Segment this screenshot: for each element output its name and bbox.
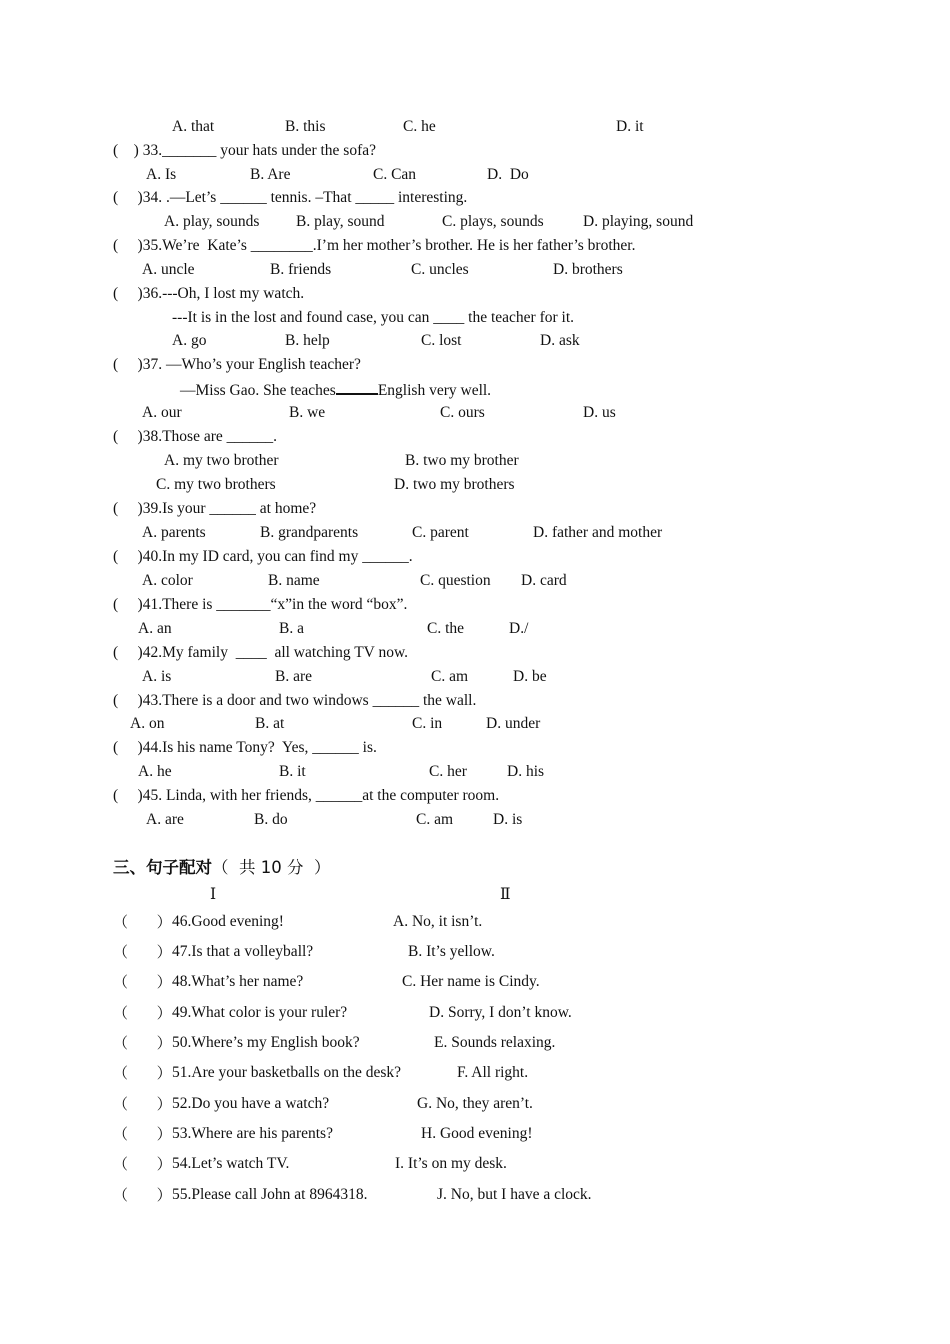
match-answer-b: B. It’s yellow. xyxy=(408,943,495,960)
q41-option-d: D./ xyxy=(509,620,529,637)
q45-option-a: A. are xyxy=(146,811,184,828)
q45-option-d: D. is xyxy=(493,811,523,828)
q42-option-d: D. be xyxy=(513,668,547,685)
q35-option-b: B. friends xyxy=(270,261,332,278)
answer-paren: （ ） xyxy=(113,1155,172,1173)
question-36: ( )36.---Oh, I lost my watch. xyxy=(113,285,305,302)
q43-option-a: A. on xyxy=(130,715,165,732)
q44-option-c: C. her xyxy=(429,763,467,780)
answer-blank xyxy=(336,379,378,395)
q36-option-b: B. help xyxy=(285,332,330,349)
section-3-heading xyxy=(113,857,330,879)
q43-option-d: D. under xyxy=(486,715,541,732)
question-40: ( )40.In my ID card, you can find my ______. xyxy=(113,548,413,565)
question-42: ( )42.My family ____ all watching TV now. xyxy=(113,644,409,661)
q33-option-b: B. Are xyxy=(250,166,291,183)
match-answer-g: G. No, they aren’t. xyxy=(417,1095,533,1112)
match-answer-i: I. It’s on my desk. xyxy=(395,1155,507,1172)
q35-option-c: C. uncles xyxy=(411,261,469,278)
match-question-54: 54.Let’s watch TV. xyxy=(172,1155,290,1172)
answer-paren: （ ） xyxy=(113,1034,172,1052)
q35-option-d: D. brothers xyxy=(553,261,623,278)
q42-option-a: A. is xyxy=(142,668,172,685)
q38-option-c: C. my two brothers xyxy=(156,476,276,493)
q35-option-a: A. uncle xyxy=(142,261,195,278)
q45-option-b: B. do xyxy=(254,811,288,828)
q38-option-d: D. two my brothers xyxy=(394,476,515,493)
q37-option-a: A. our xyxy=(142,404,182,421)
q34-option-c: C. plays, sounds xyxy=(442,213,544,230)
question-33: ( ) 33._______ your hats under the sofa? xyxy=(113,142,377,159)
q38-option-a: A. my two brother xyxy=(164,452,279,469)
match-question-48: 48.What’s her name? xyxy=(172,973,304,990)
question-37-line2 xyxy=(180,379,491,401)
q40-option-a: A. color xyxy=(142,572,193,589)
match-question-47: 47.Is that a volleyball? xyxy=(172,943,314,960)
q40-option-c: C. question xyxy=(420,572,491,589)
q32-option-c: C. he xyxy=(403,118,436,135)
answer-paren: （ ） xyxy=(113,1125,172,1143)
match-answer-a: A. No, it isn’t. xyxy=(393,913,483,930)
q36-option-c: C. lost xyxy=(421,332,462,349)
q41-option-c: C. the xyxy=(427,620,465,637)
match-question-46: 46.Good evening! xyxy=(172,913,284,930)
match-answer-f: F. All right. xyxy=(457,1064,529,1081)
q33-option-a: A. Is xyxy=(146,166,177,183)
answer-paren: （ ） xyxy=(113,943,172,961)
q39-option-c: C. parent xyxy=(412,524,469,541)
q39-option-d: D. father and mother xyxy=(533,524,663,541)
question-37: ( )37. —Who’s your English teacher? xyxy=(113,356,361,373)
q44-option-d: D. his xyxy=(507,763,545,780)
q38-option-b: B. two my brother xyxy=(405,452,519,469)
match-question-49: 49.What color is your ruler? xyxy=(172,1004,348,1021)
q41-option-a: A. an xyxy=(138,620,172,637)
q32-option-b: B. this xyxy=(285,118,326,135)
column-1-label: Ⅰ xyxy=(210,886,217,903)
match-answer-c: C. Her name is Cindy. xyxy=(402,973,540,990)
q34-option-b: B. play, sound xyxy=(296,213,385,230)
q32-option-a: A. that xyxy=(172,118,215,135)
question-37-line2-end: English very well. xyxy=(377,382,492,399)
q37-option-d: D. us xyxy=(583,404,616,421)
q44-option-b: B. it xyxy=(279,763,306,780)
answer-paren: （ ） xyxy=(113,913,172,931)
question-41: ( )41.There is _______“x”in the word “box”. xyxy=(113,596,408,613)
q41-option-b: B. a xyxy=(279,620,304,637)
match-question-53: 53.Where are his parents? xyxy=(172,1125,333,1142)
question-45: ( )45. Linda, with her friends, ______at the computer room. xyxy=(113,787,500,804)
question-38: ( )38.Those are ______. xyxy=(113,428,277,445)
q43-option-b: B. at xyxy=(255,715,285,732)
question-43: ( )43.There is a door and two windows ______ the wall. xyxy=(113,692,477,709)
column-2-label: Ⅱ xyxy=(500,886,511,903)
answer-paren: （ ） xyxy=(113,1064,172,1082)
q37-option-b: B. we xyxy=(289,404,326,421)
q36-option-a: A. go xyxy=(172,332,207,349)
q40-option-b: B. name xyxy=(268,572,320,589)
match-answer-e: E. Sounds relaxing. xyxy=(434,1034,556,1051)
q34-option-a: A. play, sounds xyxy=(164,213,260,230)
match-answer-d: D. Sorry, I don’t know. xyxy=(429,1004,572,1021)
match-answer-j: J. No, but I have a clock. xyxy=(437,1186,592,1203)
match-question-50: 50.Where’s my English book? xyxy=(172,1034,360,1051)
q34-option-d: D. playing, sound xyxy=(583,213,694,230)
q33-option-c: C. Can xyxy=(373,166,417,183)
match-question-51: 51.Are your basketballs on the desk? xyxy=(172,1064,401,1081)
q45-option-c: C. am xyxy=(416,811,454,828)
match-answer-h: H. Good evening! xyxy=(421,1125,533,1142)
answer-paren: （ ） xyxy=(113,973,172,991)
section-3-title: 三、句子配对 xyxy=(113,858,212,877)
q44-option-a: A. he xyxy=(138,763,172,780)
section-3-score: （ 共 10 分 ） xyxy=(212,858,331,877)
match-question-55: 55.Please call John at 8964318. xyxy=(172,1186,368,1203)
q33-option-d: D. Do xyxy=(487,166,529,183)
question-44: ( )44.Is his name Tony? Yes, ______ is. xyxy=(113,739,377,756)
question-34: ( )34. .—Let’s ______ tennis. –That _____ interesting. xyxy=(113,189,468,206)
q39-option-b: B. grandparents xyxy=(260,524,359,541)
answer-paren: （ ） xyxy=(113,1095,172,1113)
q37-option-c: C. ours xyxy=(440,404,485,421)
answer-paren: （ ） xyxy=(113,1186,172,1204)
match-question-52: 52.Do you have a watch? xyxy=(172,1095,330,1112)
q42-option-b: B. are xyxy=(275,668,313,685)
q42-option-c: C. am xyxy=(431,668,469,685)
q40-option-d: D. card xyxy=(521,572,567,589)
question-39: ( )39.Is your ______ at home? xyxy=(113,500,317,517)
answer-paren: （ ） xyxy=(113,1004,172,1022)
q32-option-d: D. it xyxy=(616,118,644,135)
q36-option-d: D. ask xyxy=(540,332,580,349)
q43-option-c: C. in xyxy=(412,715,443,732)
q39-option-a: A. parents xyxy=(142,524,206,541)
question-37-line2-start: —Miss Gao. She teaches xyxy=(180,382,336,399)
question-36-line2: ---It is in the lost and found case, you can ____ the teacher for it. xyxy=(172,309,575,326)
question-35: ( )35.We’re Kate’s ________.I’m her mother’s brother. He is her father’s brother. xyxy=(113,237,636,254)
